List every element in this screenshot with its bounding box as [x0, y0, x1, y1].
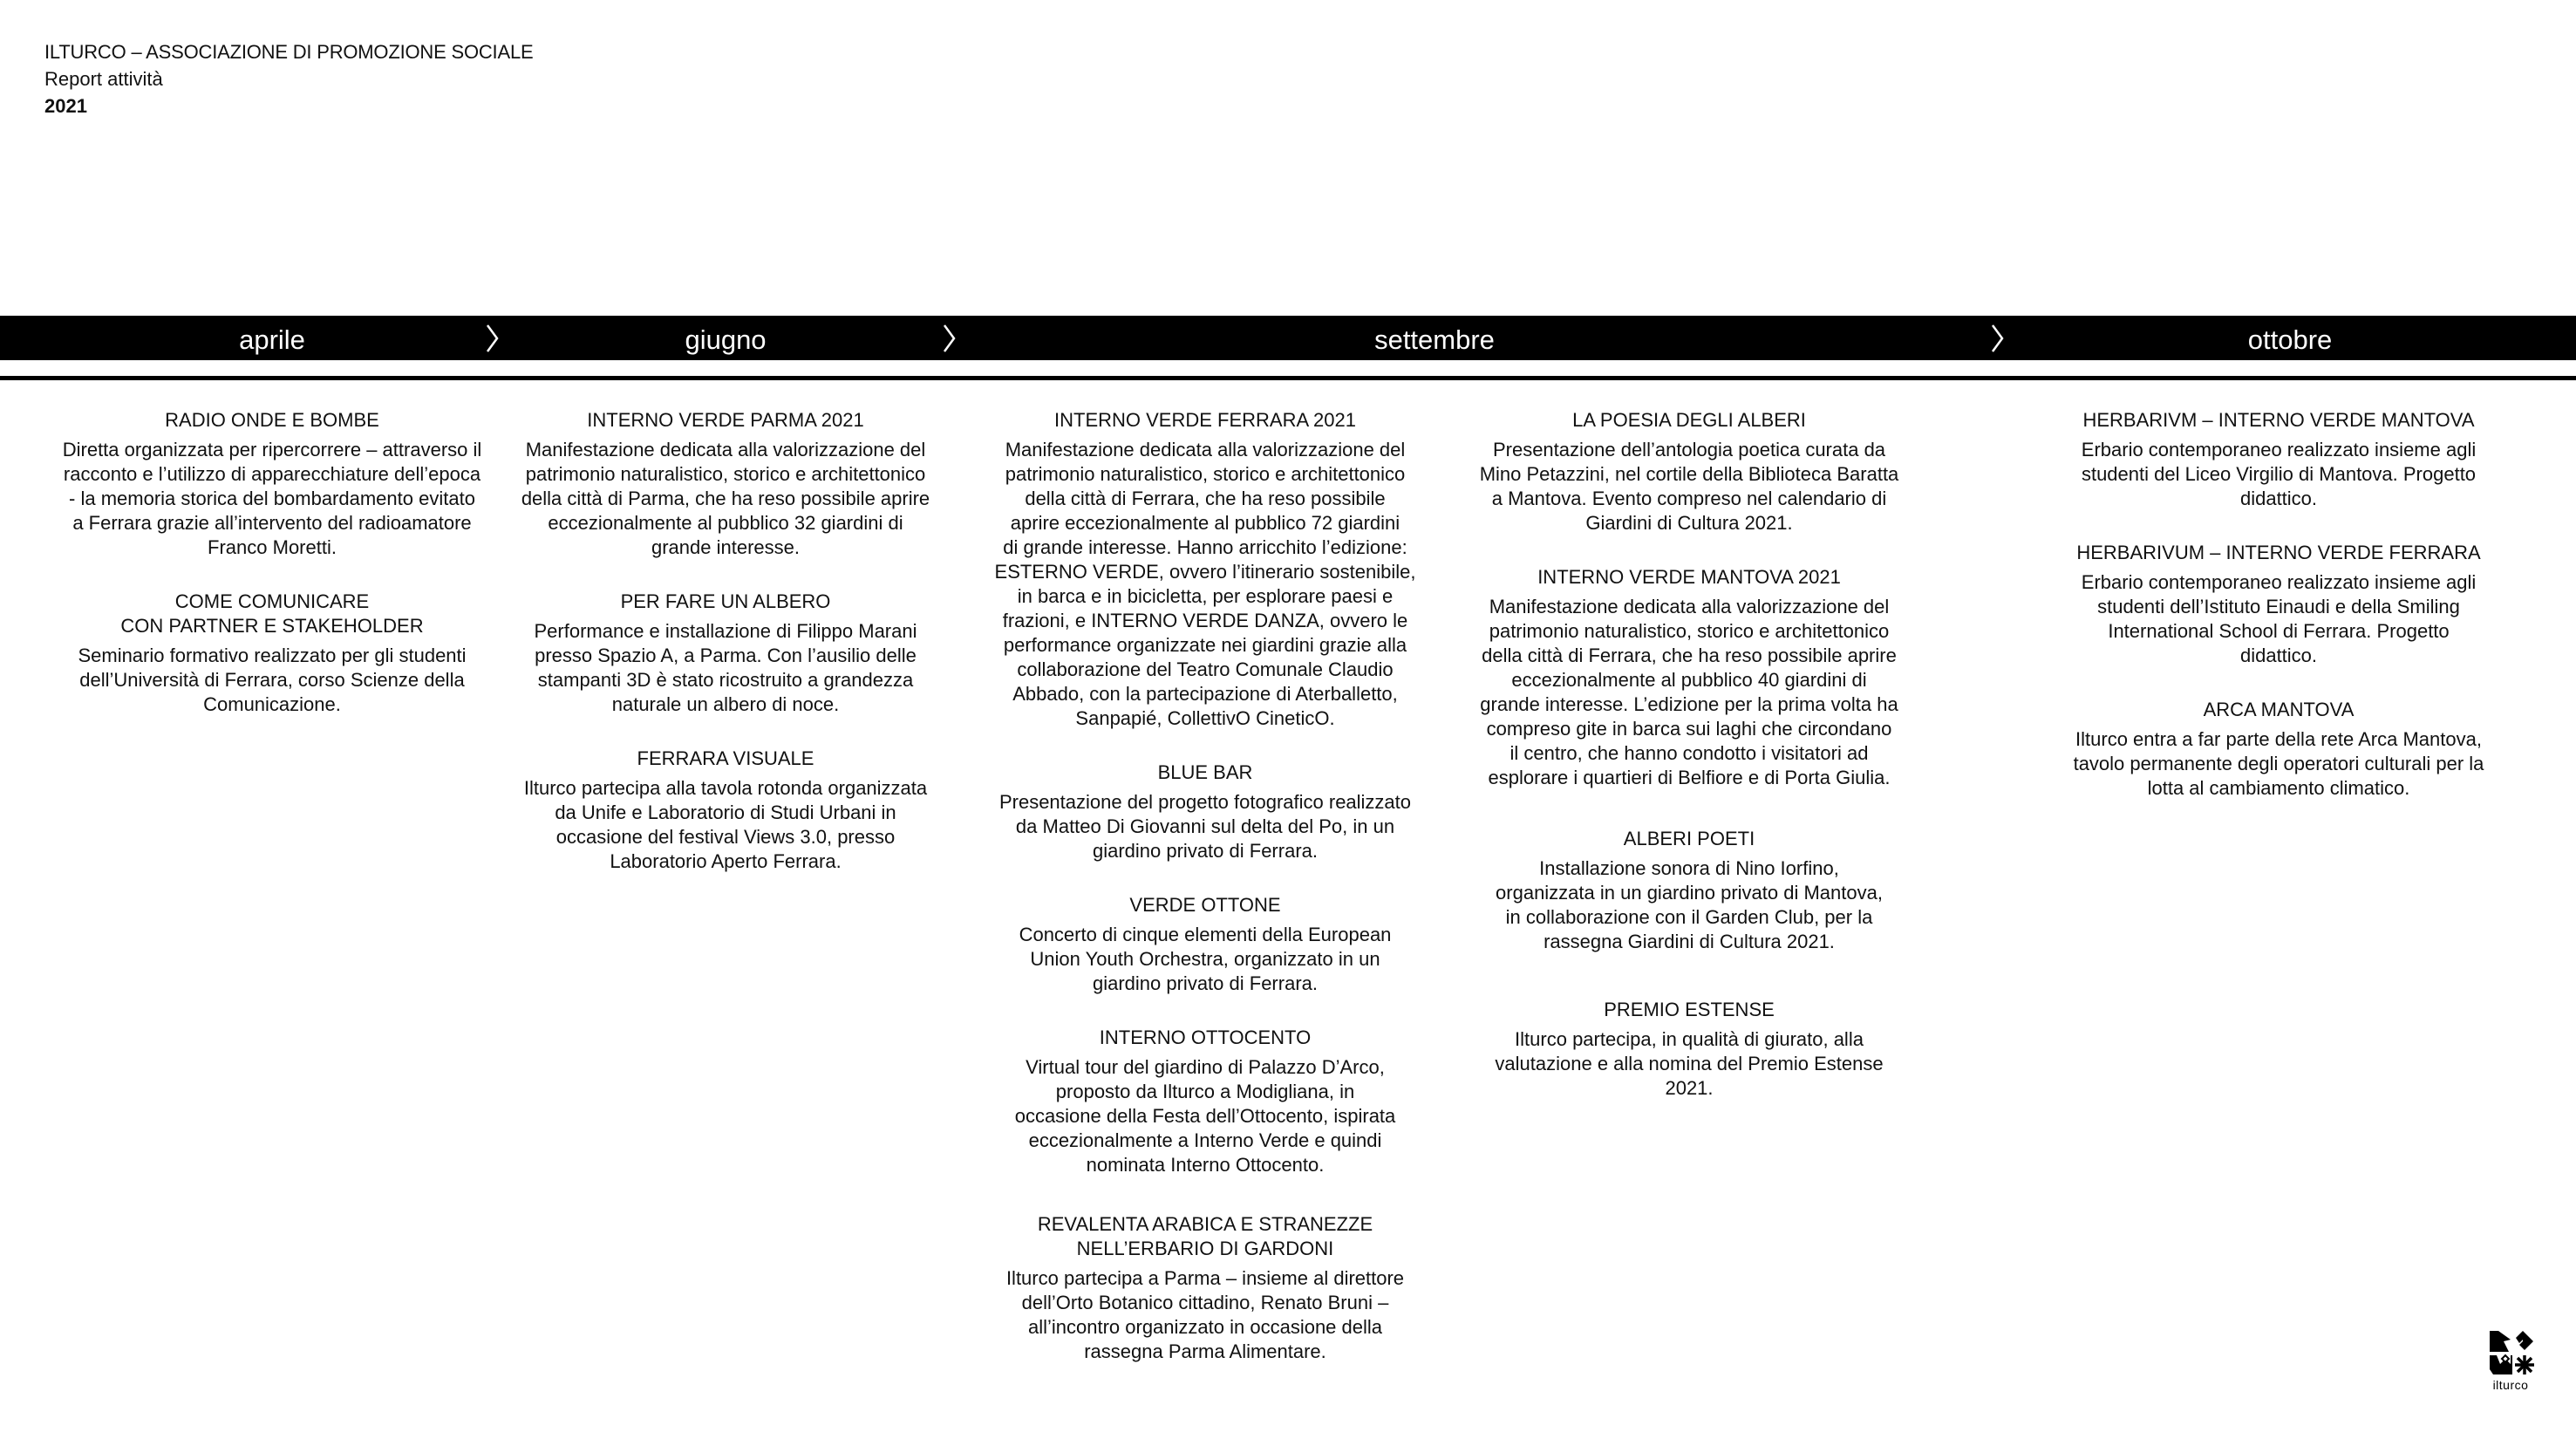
column-aprile — [45, 408, 499, 747]
event-description: Erbario contemporaneo realizzato insieme agli studenti del Liceo Virgilio di Mantova. Progetto didattico. — [2081, 439, 2477, 509]
event-item — [978, 408, 1432, 731]
event-title: PER FARE UN ALBERO — [620, 590, 831, 612]
event-item — [978, 1026, 1432, 1177]
event-description: Installazione sonora di Nino Iorfino, organizzata in un giardino privato di Mantova, in collaborazione con il Garden Club, per la rassegna Giardini di Cultura 2021. — [1496, 857, 1883, 952]
event-description: Manifestazione dedicata alla valorizzazione del patrimonio naturalistico, storico e architettonico della città di Ferrara, che ha reso possibile aprire eccezionalmente al pubblico 72 giardini di grande interesse. Hanno arricchito l’edizione: ESTERNO VERDE, ovvero l’itinerario sostenibile, in barca e in bicicletta, per esplorare paesi e frazioni, e INTERNO VERDE DANZA, ovvero le performance organizzate nei giardini grazie alla collaborazione del Teatro Comunale Claudio Abbado, con la partecipazione di Aterballetto, Sanpapié, CollettivO CineticO. — [994, 439, 1416, 729]
month-label-giugno: giugno — [685, 324, 767, 355]
event-description: Performance e installazione di Filippo Marani presso Spazio A, a Parma. Con l’ausilio delle stampanti 3D è stato ricostruito a grandezza naturale un albero di noce. — [534, 620, 917, 715]
event-item — [1462, 408, 1916, 535]
event-description: Manifestazione dedicata alla valorizzazione del patrimonio naturalistico, storico e architettonico della città di Ferrara, che ha reso possibile aprire eccezionalmente al pubblico 40 giardini di grande interesse. L’edizione per la prima volta ha compreso gite in barca sui laghi che circondano il centro, che hanno condotto i visitatori ad esplorare i quartieri di Belfiore e di Porta Giulia. — [1480, 596, 1898, 788]
event-title: LA POESIA DEGLI ALBERI — [1572, 409, 1806, 431]
ilturco-logo-icon — [2486, 1329, 2535, 1378]
column-giugno — [499, 408, 952, 904]
event-title: COME COMUNICARE CON PARTNER E STAKEHOLDER — [120, 590, 424, 637]
event-title: INTERNO VERDE MANTOVA 2021 — [1537, 566, 1841, 588]
month-label-aprile: aprile — [239, 324, 305, 355]
event-item — [1462, 827, 1916, 954]
event-title: ARCA MANTOVA — [2203, 699, 2355, 720]
event-description: Diretta organizzata per ripercorrere – attraverso il racconto e l’utilizzo di apparecchiature dell’epoca - la memoria storica del bombardamento evitato a Ferrara grazie all’intervento del radioamatore Franco Moretti. — [62, 439, 482, 558]
event-description: Concerto di cinque elementi della European Union Youth Orchestra, organizzato in un giardino privato di Ferrara. — [1019, 924, 1392, 994]
event-title: HERBARIVM – INTERNO VERDE MANTOVA — [2082, 409, 2475, 431]
event-item — [499, 590, 952, 717]
column-settembre-2 — [1462, 408, 1916, 1130]
event-description: Ilturco partecipa, in qualità di giurato, alla valutazione e alla nomina del Premio Estense 2021. — [1495, 1028, 1884, 1099]
event-item — [499, 408, 952, 560]
column-ottobre — [2052, 408, 2505, 830]
chevron-right-icon — [485, 324, 501, 353]
event-description: Manifestazione dedicata alla valorizzazione del patrimonio naturalistico, storico e architettonico della città di Parma, che ha reso possibile aprire eccezionalmente al pubblico 32 giardini di grande interesse. — [521, 439, 930, 558]
month-label-ottobre: ottobre — [2247, 324, 2333, 355]
event-title: REVALENTA ARABICA E STRANEZZE NELL’ERBARIO DI GARDONI — [1037, 1213, 1373, 1259]
event-description: Ilturco partecipa alla tavola rotonda organizzata da Unife e Laboratorio di Studi Urbani in occasione del festival Views 3.0, presso Laboratorio Aperto Ferrara. — [523, 777, 928, 872]
event-title: HERBARIVUM – INTERNO VERDE FERRARA — [2076, 542, 2481, 563]
event-item — [978, 761, 1432, 863]
chevron-right-icon — [1990, 324, 2006, 353]
ilturco-logo — [2480, 1329, 2541, 1399]
chevron-right-icon — [942, 324, 957, 353]
event-item — [2052, 408, 2505, 511]
event-item — [499, 747, 952, 874]
timeline-bar — [0, 316, 2576, 360]
event-item — [2052, 541, 2505, 668]
event-item — [2052, 698, 2505, 801]
column-settembre-1 — [978, 408, 1432, 1394]
event-item — [45, 408, 499, 560]
event-description: Ilturco entra a far parte della rete Arca Mantova, tavolo permanente degli operatori culturali per la lotta al cambiamento climatico. — [2073, 728, 2484, 799]
event-item — [1462, 998, 1916, 1101]
event-title: INTERNO VERDE FERRARA 2021 — [1054, 409, 1356, 431]
report-subtitle: Report attività — [44, 68, 163, 90]
event-description: Ilturco partecipa a Parma – insieme al direttore dell’Orto Botanico cittadino, Renato Bruni – all’incontro organizzato in occasione della rassegna Parma Alimentare. — [1005, 1267, 1405, 1362]
event-title: RADIO ONDE E BOMBE — [165, 409, 379, 431]
event-item — [978, 1212, 1432, 1364]
event-title: PREMIO ESTENSE — [1604, 999, 1775, 1020]
organization-name: ILTURCO – ASSOCIAZIONE DI PROMOZIONE SOCIALE — [44, 41, 534, 63]
event-title: INTERNO VERDE PARMA 2021 — [587, 409, 864, 431]
event-title: ALBERI POETI — [1623, 828, 1755, 849]
timeline-divider — [0, 376, 2576, 380]
logo-wordmark: ilturco — [2492, 1378, 2529, 1392]
event-item — [978, 893, 1432, 996]
report-header — [44, 38, 533, 119]
event-description: Presentazione dell’antologia poetica curata da Mino Petazzini, nel cortile della Biblioteca Baratta a Mantova. Evento compreso nel calendario di Giardini di Cultura 2021. — [1479, 439, 1899, 534]
event-item — [1462, 565, 1916, 790]
event-title: BLUE BAR — [1157, 761, 1253, 783]
event-description: Seminario formativo realizzato per gli studenti dell’Università di Ferrara, corso Scienze della Comunicazione. — [78, 645, 467, 715]
month-label-settembre: settembre — [1374, 324, 1495, 355]
event-description: Erbario contemporaneo realizzato insieme agli studenti dell’Istituto Einaudi e della Smiling International School di Ferrara. Progetto didattico. — [2081, 571, 2477, 666]
event-description: Presentazione del progetto fotografico realizzato da Matteo Di Giovanni sul delta del Po, in un giardino privato di Ferrara. — [998, 791, 1412, 862]
event-title: VERDE OTTONE — [1129, 894, 1281, 916]
event-description: Virtual tour del giardino di Palazzo D’Arco, proposto da Ilturco a Modigliana, in occasione della Festa dell’Ottocento, ispirata eccezionalmente a Interno Verde e quindi nominata Interno Ottocento. — [1014, 1056, 1396, 1176]
event-item — [45, 590, 499, 717]
event-title: FERRARA VISUALE — [637, 747, 814, 769]
event-title: INTERNO OTTOCENTO — [1099, 1027, 1312, 1048]
report-year: 2021 — [44, 95, 87, 117]
